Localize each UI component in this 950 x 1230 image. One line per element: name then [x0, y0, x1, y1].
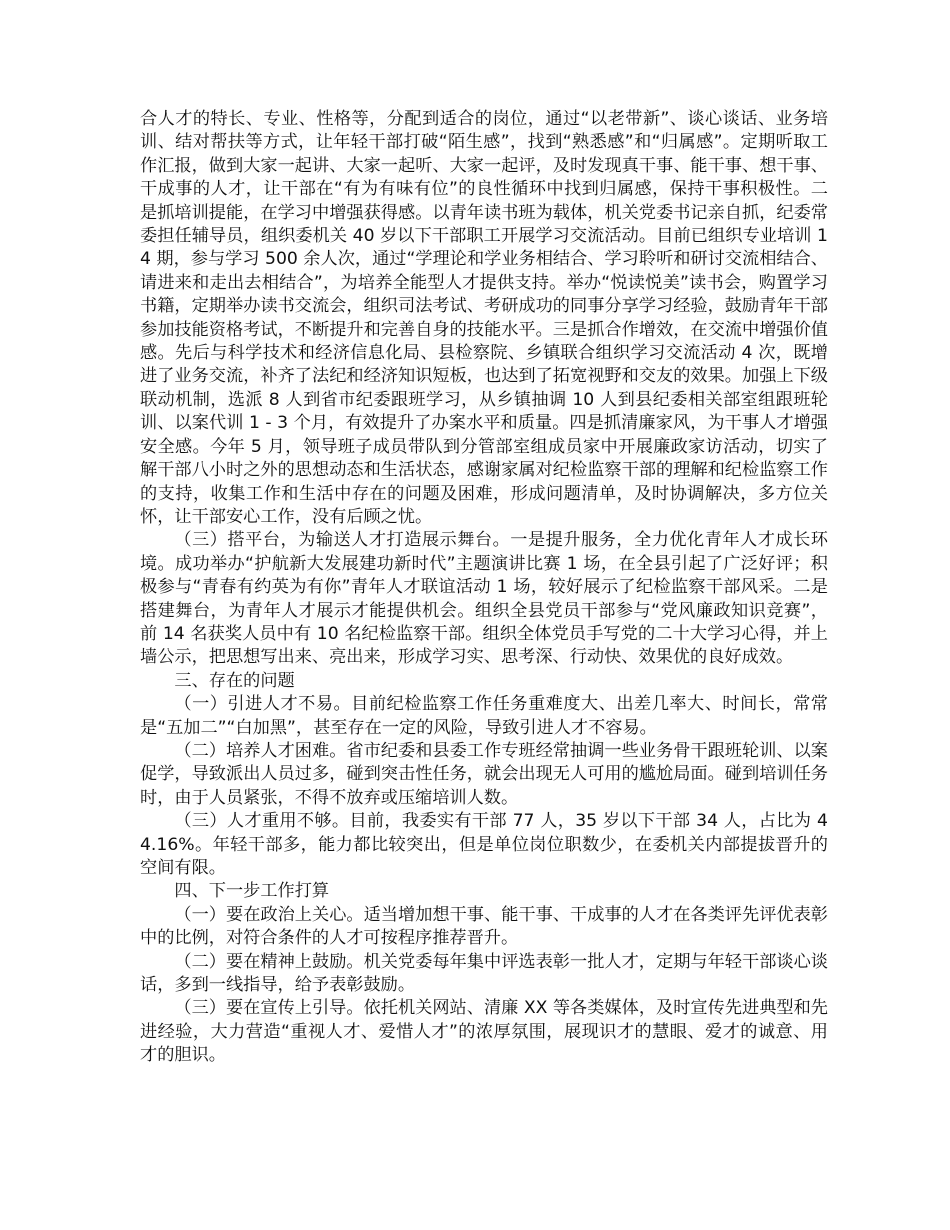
paragraph-problem-2: （二）培养人才困难。省市纪委和县委工作专班经常抽调一些业务骨干跟班轮训、以案促学，导致派出人员过多，碰到突击性任务，就会出现无人可用的尴尬局面。碰到培训任务时，由于人员紧张，不得不放弃或压缩培训人数。 [140, 740, 828, 808]
paragraph-plan-3: （三）要在宣传上引导。依托机关网站、清廉 XX 等各类媒体，及时宣传先进典型和先进经验，大力营造“重视人才、爱惜人才”的浓厚氛围，展现识才的慧眼、爱才的诚意、用才的胆识。 [140, 998, 828, 1066]
paragraph-platform: （三）搭平台，为输送人才打造展示舞台。一是提升服务，全力优化青年人才成长环境。成功举办“护航新大发展建功新时代”主题演讲比赛 1 场，在全县引起了广泛好评；积极参与“青春有约英为有你”青年人才联谊活动 1 场，较好展示了纪检监察干部风采。二是搭建舞台，为青年人才展示才能提供机会。组织全县党员干部参与“党风廉政知识竞赛”，前 14 名获奖人员中有 10 名纪检监察干部。组织全体党员手写党的二十大学习心得，并上墙公示，把思想写出来、亮出来，形成学习实、思考深、行动快、效果优的良好成效。 [140, 530, 828, 668]
section-heading-problems: 三、存在的问题 [174, 670, 295, 691]
section-heading-next-steps: 四、下一步工作打算 [174, 881, 330, 902]
paragraph-continuation: 合人才的特长、专业、性格等，分配到适合的岗位，通过“以老带新”、谈心谈话、业务培训、结对帮扶等方式，让年轻干部打破“陌生感”，找到“熟悉感”和“归属感”。定期听取工作汇报，做到大家一起讲、大家一起听、大家一起评，及时发现真干事、能干事、想干事、干成事的人才，让干部在“有为有味有位”的良性循环中找到归属感，保持干事积极性。二是抓培训提能，在学习中增强获得感。以青年读书班为载体，机关党委书记亲自抓，纪委常委担任辅导员，组织委机关 40 岁以下干部职工开展学习交流活动。目前已组织专业培训 14 期，参与学习 500 余人次，通过“学理论和学业务相结合、学习聆听和研讨交流相结合、请进来和走出去相结合”，为培养全能型人才提供支持。举办“悦读悦美”读书会，购置学习书籍，定期举办读书交流会，组织司法考试、考研成功的同事分享学习经验，鼓励青年干部参加技能资格考试，不断提升和完善自身的技能水平。三是抓合作增效，在交流中增强价值感。先后与科学技术和经济信息化局、县检察院、乡镇联合组织学习交流活动 4 次，既增进了业务交流，补齐了法纪和经济知识短板，也达到了拓宽视野和交友的效果。加强上下级联动机制，选派 8 人到省市纪委跟班学习，从乡镇抽调 10 人到县纪委相关部室组跟班轮训、以案代训 1 - 3 个月，有效提升了办案水平和质量。四是抓清廉家风，为干事人才增强安全感。今年 5 月，领导班子成员带队到分管部室组成员家中开展廉政家访活动，切实了解干部八小时之外的思想动态和生活状态，感谢家属对纪检监察干部的理解和纪检监察工作的支持，收集工作和生活中存在的问题及困难，形成问题清单，及时协调解决，多方位关怀，让干部安心工作，没有后顾之忧。 [140, 109, 828, 527]
paragraph-problem-1: （一）引进人才不易。目前纪检监察工作任务重难度大、出差几率大、时间长，常常是“五加二”“白加黑”，甚至存在一定的风险，导致引进人才不容易。 [140, 694, 828, 738]
paragraph-problem-3: （三）人才重用不够。目前，我委实有干部 77 人，35 岁以下干部 34 人，占比为 44.16%。年轻干部多，能力都比较突出，但是单位岗位职数少，在委机关内部提拔晋升的空间有限。 [140, 811, 828, 878]
paragraph-plan-1: （一）要在政治上关心。适当增加想干事、能干事、干成事的人才在各类评先评优表彰中的比例，对符合条件的人才可按程序推荐晋升。 [140, 904, 828, 949]
paragraph-plan-2: （二）要在精神上鼓励。机关党委每年集中评选表彰一批人才，定期与年轻干部谈心谈话，多到一线指导，给予表彰鼓励。 [140, 951, 828, 996]
document-body [140, 108, 828, 1068]
